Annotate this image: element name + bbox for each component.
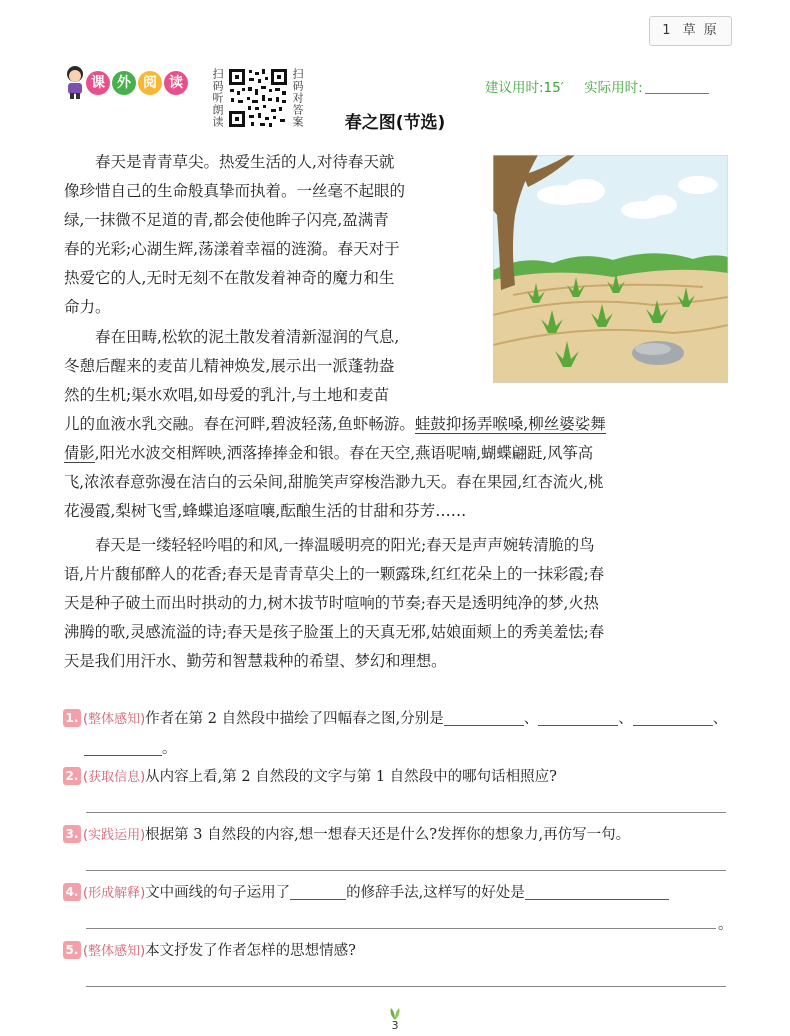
answer-line[interactable] [86,986,726,987]
spring-field-illustration [493,155,728,383]
question-tag: (整体感知) [83,712,146,727]
separator: 、 [712,711,728,727]
question-2 [63,766,557,789]
separator: 、 [618,711,633,727]
answer-blank[interactable] [444,709,524,726]
p2-line4-text: 儿的血液水乳交融。春在河畔,碧波轻荡,鱼虾畅游。 [64,415,415,433]
p1-line: 命力。 [64,298,111,316]
article-title: 春之图(节选) [344,113,446,133]
p3-line: 天是我们用汗水、勤劳和智慧栽种的希望、梦幻和理想。 [64,652,447,670]
question-number: 2. [63,767,81,785]
p1-line: 热爱它的人,无时无刻不在散发着神奇的魔力和生 [64,269,395,287]
question-4 [63,882,669,905]
p3-line: 春天是一缕轻轻吟唱的和风,一捧温暖明亮的阳光;春天是声声婉转清脆的鸟 [95,536,595,554]
page-number: 3 [391,1019,399,1032]
badge-char-1: 课 [86,71,110,95]
lesson-number: 1 [662,23,673,38]
section-badge [62,64,202,100]
lesson-tab [649,16,732,46]
badge-char-3: 阅 [138,71,162,95]
p2-line [64,410,755,439]
period: 。 [718,917,733,933]
question-tag: (获取信息) [83,770,146,785]
student-mascot-icon [62,64,88,100]
question-tag: (实践运用) [83,828,146,843]
period: 。 [162,741,177,757]
p2-line: 飞,浓浓春意弥漫在洁白的云朵间,甜脆笑声穿梭浩渺九天。春在果园,红杏流火,桃 [64,473,604,491]
answer-line[interactable] [86,870,726,871]
p2-line: 冬憩后醒来的麦苗儿精神焕发,展示出一派蓬勃盎 [64,357,395,375]
qr-listen-label: 扫码听朗读 [211,68,224,128]
underlined-sentence-end: 倩影 [64,444,95,462]
suggested-time: 建议用时:15′ [485,80,564,96]
question-text: 本文抒发了作者怎样的思想情感? [145,943,356,959]
question-text-a: 文中画线的句子运用了 [145,885,291,901]
actual-time-blank[interactable] [645,93,709,94]
p3-line: 沸腾的歌,灵感流溢的诗;春天是孩子脸蛋上的天真无邪,姑娘面颊上的秀美羞怯;春 [64,623,605,641]
question-text: 根据第 3 自然段的内容,想一想春天还是什么?发挥你的想象力,再仿写一句。 [145,827,631,843]
p2-line: 春在田畴,松软的泥土散发着清新湿润的气息, [95,328,400,346]
question-text: 从内容上看,第 2 自然段的文字与第 1 自然段中的哪句话相照应? [145,769,557,785]
actual-time-label: 实际用时: [584,80,643,96]
question-1-continued [84,738,177,760]
badge-char-4: 读 [164,71,188,95]
p3-line: 语,片片馥郁醉人的花香;春天是青青草尖上的一颗露珠,红红花朵上的一抹彩霞;春 [64,565,605,583]
question-tag: (形成解释) [83,886,146,901]
lesson-title: 草 原 [682,23,719,38]
paragraph-1 [64,148,480,322]
p2-line: 花漫霞,梨树飞雪,蜂蝶追逐喧嚷,酝酿生活的甘甜和芬芳…… [64,502,467,520]
p1-line: 像珍惜自己的生命般真挚而执着。一丝毫不起眼的 [64,182,406,200]
underlined-sentence: 蛙鼓抑扬弄喉嗓,柳丝婆娑舞 [414,415,606,433]
p3-line: 天是种子破土而出时拱动的力,树木拔节时喧响的节奏;春天是透明纯净的梦,火热 [64,594,599,612]
time-info [485,76,709,96]
question-text-b: 的修辞手法,这样写的好处是 [346,885,525,901]
question-number: 1. [63,709,81,727]
answer-blank[interactable] [84,739,162,756]
answer-blank[interactable] [525,883,669,900]
question-text: 作者在第 2 自然段中描绘了四幅春之图,分别是 [145,711,444,727]
question-1 [63,708,727,731]
badge-char-2: 外 [112,71,136,95]
question-5 [63,940,356,963]
p2-line [64,439,755,468]
question-3 [63,824,630,847]
p2-line: 然的生机;渠水欢唱,如母爱的乳汁,与土地和麦苗 [64,386,390,404]
p1-line: 春天是青青草尖。热爱生活的人,对待春天就 [95,153,395,171]
answer-blank[interactable] [290,883,346,900]
answer-line[interactable] [86,928,716,929]
question-number: 5. [63,941,81,959]
p1-line: 春的光彩;心湖生辉,荡漾着幸福的涟漪。春天对于 [64,240,400,258]
separator: 、 [523,711,539,727]
question-tag: (整体感知) [83,944,146,959]
p2-line5-text: ,阳光水波交相辉映,洒落捧捧金和银。春在天空,燕语呢喃,蝴蝶翩跹,风筝高 [94,444,594,462]
question-number: 3. [63,825,81,843]
answer-blank[interactable] [538,709,618,726]
answer-blank[interactable] [633,709,713,726]
question-number: 4. [63,883,81,901]
paragraph-3 [64,531,755,676]
answer-line[interactable] [86,812,726,813]
qr-answers-label: 扫码对答案 [291,68,304,128]
p1-line: 绿,一抹微不足道的青,都会使他眸子闪亮,盈满青 [64,211,389,229]
